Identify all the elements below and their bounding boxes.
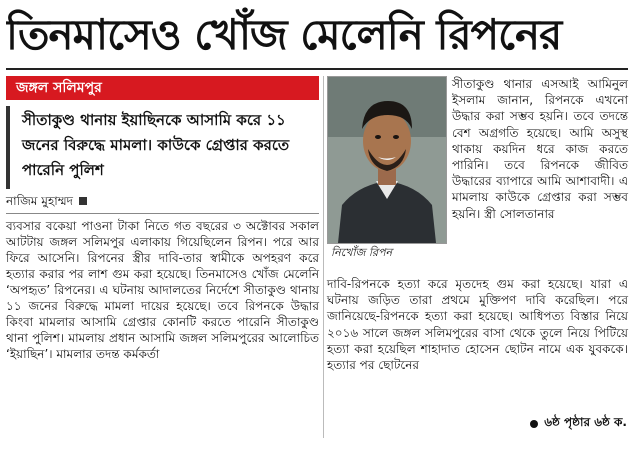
portrait-photo xyxy=(327,76,447,244)
article-body-right-top: সীতাকুণ্ড থানার এসআই আমিনুল ইসলাম জানান, রিপনকে এখনো উদ্ধার করা সম্ভব হয়নি। তবে তদন্তে বেশ অগ্রগতি হয়েছে। আমি অসুস্থ থাকায় কয়দিন ধরে কাজ করতে পারিনি। তবে রিপনকে জীবিত উদ্ধারের ব্যাপারে আমি আশাবাদী। এ মামলায় কাউকে গ্রেপ্তার করা সম্ভব হয়নি। স্ত্রী সোলতানার xyxy=(452,77,628,221)
continued-text: ৬ষ্ঠ পৃষ্ঠার ৬ষ্ঠ ক. xyxy=(544,415,627,429)
portrait-illustration xyxy=(328,77,446,243)
byline-square-icon xyxy=(79,197,87,205)
left-column xyxy=(6,76,319,362)
article-body-right-bottom: দাবি-রিপনকে হত্যা করে মৃতদেহ গুম করা হয়েছে। যারা এ ঘটনায় জড়িত তারা প্রথমে মুক্তিপণ দাবি করেছিল। পরে জানিয়েছে-রিপনকে হত্যা করা হয়েছে। আধিপত্য বিস্তার নিয়ে ২০১৬ সালে জঙ্গল সলিমপুরের বাসা থেকে তুলে নিয়ে পিটিয়ে হত্যা করা হয়েছিল শাহাদাত হোসেন ছোটন নামে এক যুবককে। হত্যার পর ছোটনের xyxy=(327,277,628,373)
byline-author: নাজিম মুহাম্মদ xyxy=(6,194,73,208)
continued-note xyxy=(530,414,627,434)
article-body-left: ব্যবসার বকেয়া পাওনা টাকা নিতে গত বছরের ৩ অক্টোবর সকাল আটটায় জঙ্গল সলিমপুর এলাকায় গিয়েছিলেন রিপন। পরে আর ফিরে আসেনি। রিপনের স্ত্রীর দাবি-তার স্বামীকে অপহরণ করে হত্যার করার পর লাশ গুম করা হয়েছে। তিনমাসেও খোঁজ মেলেনি ‘অপহৃত’ রিপনের। এ ঘটনায় আদালতের নির্দেশে সীতাকুণ্ড থানায় ১১ জনের বিরুদ্ধে মামলা দায়ের হয়েছে। তবে রিপনকে উদ্ধার কিংবা মামলার আসামি গ্রেপ্তার কোনটি করতে পারেনি সীতাকুণ্ড থানা পুলিশ। মামলায় প্রধান আসামি জঙ্গল সলিমপুরের আলোচিত ‘ইয়াছিন’। মামলার তদন্ত কর্মকর্তা xyxy=(6,219,319,361)
photo-block xyxy=(327,76,447,272)
headline-divider xyxy=(6,68,628,70)
headline: তিনমাসেও খোঁজ মেলেনি রিপনের xyxy=(6,10,562,59)
kicker-label: জঙ্গল সলিমপুর xyxy=(6,76,319,100)
byline-divider xyxy=(6,213,319,214)
column-divider xyxy=(323,76,324,438)
byline xyxy=(6,191,319,211)
photo-caption: নিখোঁজ রিপন xyxy=(331,246,393,259)
bullet-dot-icon xyxy=(530,420,538,428)
subheadline: সীতাকুণ্ড থানায় ইয়াছিনকে আসামি করে ১১ জনের বিরুদ্ধে মামলা। কাউকে গ্রেপ্তার করতে পারেনি পুলিশ xyxy=(6,106,319,189)
